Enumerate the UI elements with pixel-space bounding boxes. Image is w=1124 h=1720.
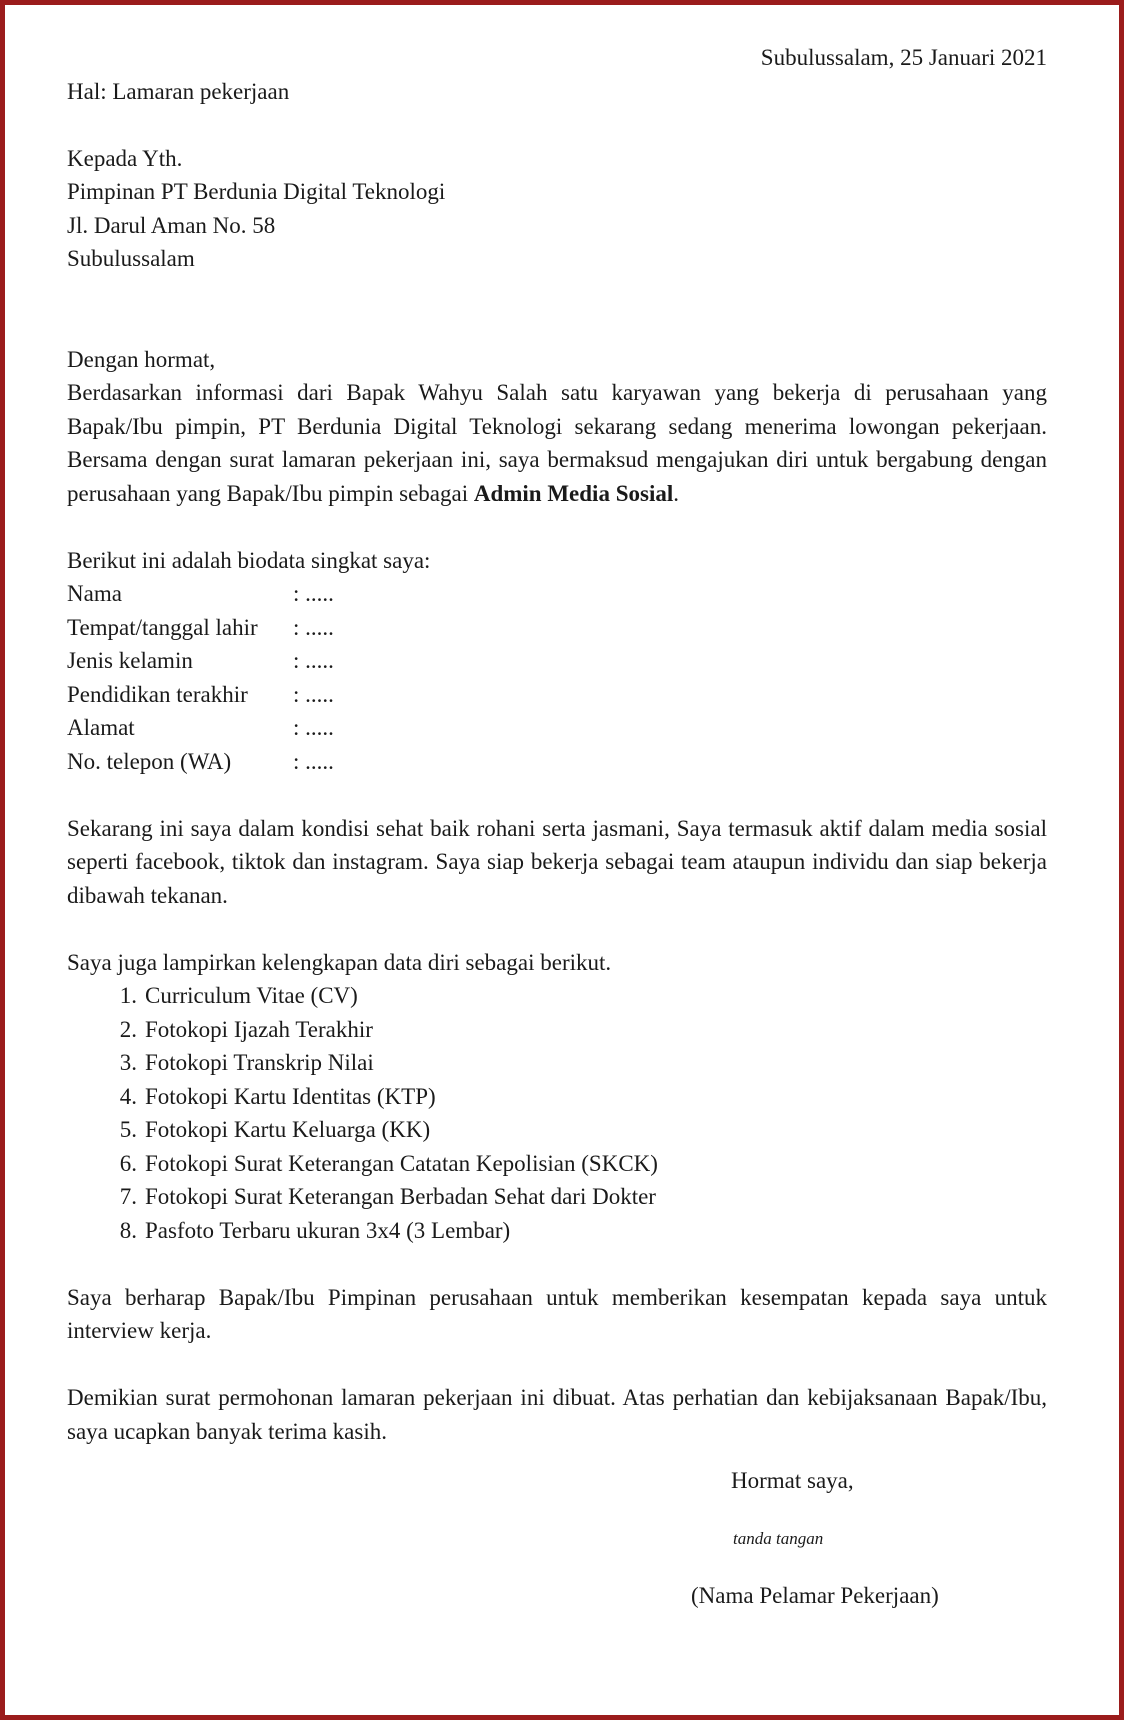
position-applied: Admin Media Sosial [473, 480, 674, 506]
list-item-text: Fotokopi Surat Keterangan Catatan Kepolisian (SKCK) [145, 1150, 658, 1176]
biodata-label: Pendidikan terakhir [67, 681, 248, 707]
list-item [67, 1046, 1047, 1080]
biodata-value: : ..... [293, 681, 334, 707]
closing-regards: Hormat saya, [731, 1468, 854, 1493]
biodata-label: Tempat/tanggal lahir [67, 614, 258, 640]
date-line: Subulussalam, 25 Januari 2021 [760, 45, 1047, 70]
list-item-text: Curriculum Vitae (CV) [145, 983, 358, 1008]
recipient-name: Pimpinan PT Berdunia Digital Teknologi [67, 179, 446, 204]
biodata-value: : ..... [293, 715, 334, 740]
paragraph-intro-end: . [673, 480, 679, 506]
biodata-value: : ..... [293, 581, 334, 606]
list-item-text: Fotokopi Ijazah Terakhir [145, 1016, 373, 1042]
biodata-row [67, 745, 1047, 779]
paragraph-closing: Demikian surat permohonan lamaran pekerjaan ini dibuat. Atas perhatian dan kebijaksanaan Bapak/Ibu, saya ucapkan banyak terima kasih. [67, 1385, 1047, 1444]
paragraph-interview: Saya berharap Bapak/Ibu Pimpinan perusahaan untuk memberikan kesempatan kepada saya untuk interview kerja. [67, 1284, 1047, 1343]
recipient-greeting: Kepada Yth. [67, 145, 183, 171]
biodata-value: : ..... [293, 614, 334, 640]
list-item-text: Fotokopi Kartu Keluarga (KK) [145, 1117, 431, 1142]
subject-line: Hal: Lamaran pekerjaan [67, 78, 290, 104]
attachments-intro: Saya juga lampirkan kelengkapan data diri sebagai berikut. [67, 949, 612, 975]
opening-salutation: Dengan hormat, [67, 346, 216, 372]
list-item [67, 1214, 1047, 1248]
list-item-text: Pasfoto Terbaru ukuran 3x4 (3 Lembar) [145, 1217, 511, 1243]
list-item [67, 1013, 1047, 1047]
list-item-text: Fotokopi Transkrip Nilai [145, 1050, 374, 1075]
letter-body [67, 41, 1047, 1448]
list-item-text: Fotokopi Kartu Identitas (KTP) [145, 1083, 436, 1109]
biodata-label: Nama [67, 581, 122, 606]
list-item [67, 979, 1047, 1013]
biodata-label: No. telepon (WA) [67, 748, 232, 774]
list-item [67, 1080, 1047, 1114]
list-item-number: 2. [119, 1016, 137, 1042]
biodata-label: Alamat [67, 715, 135, 740]
list-item-number: 1. [119, 983, 137, 1008]
list-item-number: 8. [119, 1217, 137, 1243]
list-item [67, 1147, 1047, 1181]
paragraph-intro-text: Berdasarkan informasi dari Bapak Wahyu Salah satu karyawan yang bekerja di perusahaan yang Bapak/Ibu pimpin, PT Berdunia Digital Teknologi sekarang sedang menerima lowongan pekerjaan. Bersama dengan surat lamaran pekerjaan ini, saya bermaksud mengajukan diri untuk bergabung dengan perusahaan yang Bapak/Ibu pimpin sebagai [67, 380, 1047, 506]
biodata-intro: Berikut ini adalah biodata singkat saya: [67, 547, 431, 573]
list-item-number: 7. [119, 1184, 137, 1209]
paragraph-intro [67, 376, 1047, 510]
signature-placeholder: tanda tangan [733, 1529, 824, 1548]
biodata-row [67, 577, 1047, 611]
biodata-row [67, 711, 1047, 745]
list-item [67, 1180, 1047, 1214]
paragraph-condition: Sekarang ini saya dalam kondisi sehat baik rohani serta jasmani, Saya termasuk aktif dalam media sosial seperti facebook, tiktok dan instagram. Saya siap bekerja sebagai team ataupun individu dan siap bekerja dibawah tekanan. [67, 815, 1047, 908]
biodata-value: : ..... [293, 648, 334, 673]
biodata-row [67, 611, 1047, 645]
biodata-value: : ..... [293, 748, 334, 774]
applicant-name: (Nama Pelamar Pekerjaan) [691, 1583, 939, 1608]
list-item-number: 5. [119, 1117, 137, 1142]
biodata-row [67, 644, 1047, 678]
list-item-number: 6. [119, 1150, 137, 1176]
recipient-address: Jl. Darul Aman No. 58 [67, 212, 276, 238]
biodata-label: Jenis kelamin [67, 648, 193, 673]
biodata-table [67, 577, 1047, 778]
recipient-city: Subulussalam [67, 246, 195, 271]
biodata-row [67, 678, 1047, 712]
list-item-number: 4. [119, 1083, 137, 1109]
list-item-number: 3. [119, 1050, 137, 1075]
attachments-list [67, 979, 1047, 1247]
list-item-text: Fotokopi Surat Keterangan Berbadan Sehat dari Dokter [145, 1184, 656, 1209]
list-item [67, 1113, 1047, 1147]
